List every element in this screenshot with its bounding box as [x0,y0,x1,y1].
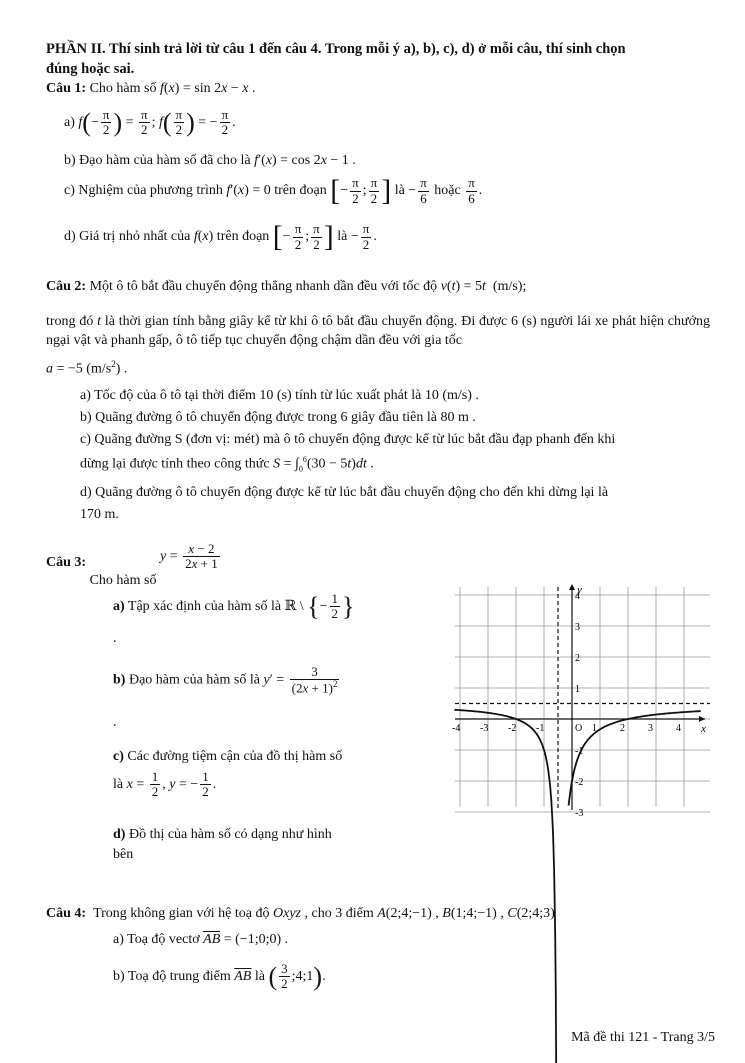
y-tick-label: -3 [575,808,584,819]
q3-dot-1: . [113,631,117,646]
x-axis-label: x [701,723,706,735]
q1-option-c: c) Nghiệm của phương trình f′(x) = 0 trên đoạn [− $\frac{\pi}{2}$ ; $\frac{\pi}{2}$ ] là − $\frac{\pi}{6}$ hoặc $\frac{\pi}{6}$ . [64,174,483,207]
q4-option-a: a) Toạ độ vectơ $\overline{AB}$ = (−1;0;0) . [113,932,289,947]
y-tick-label: 4 [575,591,580,602]
y-tick-label: -2 [575,777,584,788]
q2-option-c-2: dừng lại được tính theo công thức $S = \int_0^6(30 - 5t)dt$ . [80,455,374,474]
q2-option-d-1: d) Quãng đường ô tô chuyển động được kể từ lúc bắt đầu chuyển động cho đến khi dừng lại là [80,485,609,500]
x-tick-label: O [575,723,583,734]
q3-option-d-1: d) Đồ thị của hàm số có dạng như hình [113,827,332,842]
q3-option-c-1: c) Các đường tiệm cận của đồ thị hàm số [113,749,343,764]
q2-stem-1: Câu 2: Một ô tô bắt đầu chuyển động thẳng nhanh dần đều với tốc độ v(t) = 5t (m/s); [46,279,527,294]
x-tick-label: -1 [536,723,545,734]
q2-stem-3: a = −5 $(m/s^2)$ . [46,359,128,377]
q4-stem: Câu 4: Trong không gian với hệ toạ độ Oxyz , cho 3 điểm A(2;4;−1) , B(1;4;−1) , C(2;4;3) [46,906,555,921]
x-tick-label: 1 [592,723,597,734]
x-tick-label: 4 [676,723,681,734]
function-graph [452,582,710,819]
graph-tick-labels [452,584,706,819]
q4-option-b: b) Toạ độ trung điểm $\overline{AB}$ là ( $\frac{3}{2}$ ;4;1). [113,961,326,992]
q1-option-d: d) Giá trị nhỏ nhất của f(x) trên đoạn [− $\frac{\pi}{2}$ ; $\frac{\pi}{2}$ ] là − $\frac{\pi}{2}$ . [64,220,377,253]
x-axis-arrow [699,716,705,722]
q1-stem: Câu 1: Cho hàm số f(x) = sin 2x − x . [46,81,256,96]
q3-stem: Câu 3: Cho hàm số y = $\frac{x - 2}{2x + 1}$ [46,541,218,589]
y-tick-label: -1 [575,746,584,757]
q3-option-c-2: là x = $\frac{1}{2}$ , y = − $\frac{1}{2}$ . [113,769,217,800]
q2-option-c-1: c) Quãng đường S (đơn vị: mét) mà ô tô chuyển động được kể từ lúc bắt đầu đạp phanh đến khi [80,432,616,447]
q2-option-d-2: 170 m. [80,507,119,522]
x-tick-label: 3 [648,723,653,734]
x-tick-label: -2 [508,723,517,734]
q2-option-b: b) Quãng đường ô tô chuyển động được trong 6 giây đầu tiên là 80 m . [80,410,476,425]
q3-option-b: b) Đạo hàm của hàm số là y′ = $\frac{3}{(2x + 1)^2}$ [113,664,338,696]
graph-curve [454,710,700,1063]
q3-option-d-2: bên [113,847,134,862]
y-axis-label: y [577,584,582,596]
x-tick-label: -3 [480,723,489,734]
x-tick-label: -4 [452,723,461,734]
q2-option-a: a) Tốc độ của ô tô tại thời điểm 10 (s) tính từ lúc xuất phát là 10 (m/s) . [80,388,479,403]
y-tick-label: 2 [575,653,580,664]
q1-option-a: a) f(− $\frac{\pi}{2}$ ) = $\frac{\pi}{2}$ ; f( $\frac{\pi}{2}$ ) = − $\frac{\pi}{2}$ . [64,107,236,138]
page-footer: Mã đề thi 121 - Trang 3/5 [571,1030,715,1045]
q3-dot-2: . [113,715,117,730]
q3-option-a: a) Tập xác định của hàm số là ℝ \ {− $\frac{1}{2}$ } [113,591,355,622]
curve-left-branch [454,710,556,1063]
q1-option-b: b) Đạo hàm của hàm số đã cho là f′(x) = cos 2x − 1 . [64,153,356,168]
y-axis-arrow [569,584,575,590]
q2-stem-2: trong đó t là thời gian tính bằng giây kể từ khi ô tô bắt đầu chuyển động. Đi được 6 (s) người lái xe phát hiện chướng ngại vật và phanh gấp, ô tô tiếp tục chuyển động chậm dần đều với gia tốc [46,314,710,348]
x-tick-label: 2 [620,723,625,734]
y-tick-label: 1 [575,684,580,695]
part-heading: PHẦN II. Thí sinh trả lời từ câu 1 đến câu 4. Trong mỗi ý a), b), c), d) ở mỗi câu, thí sinh chọn đúng hoặc sai. [46,41,626,77]
y-tick-label: 3 [575,622,580,633]
